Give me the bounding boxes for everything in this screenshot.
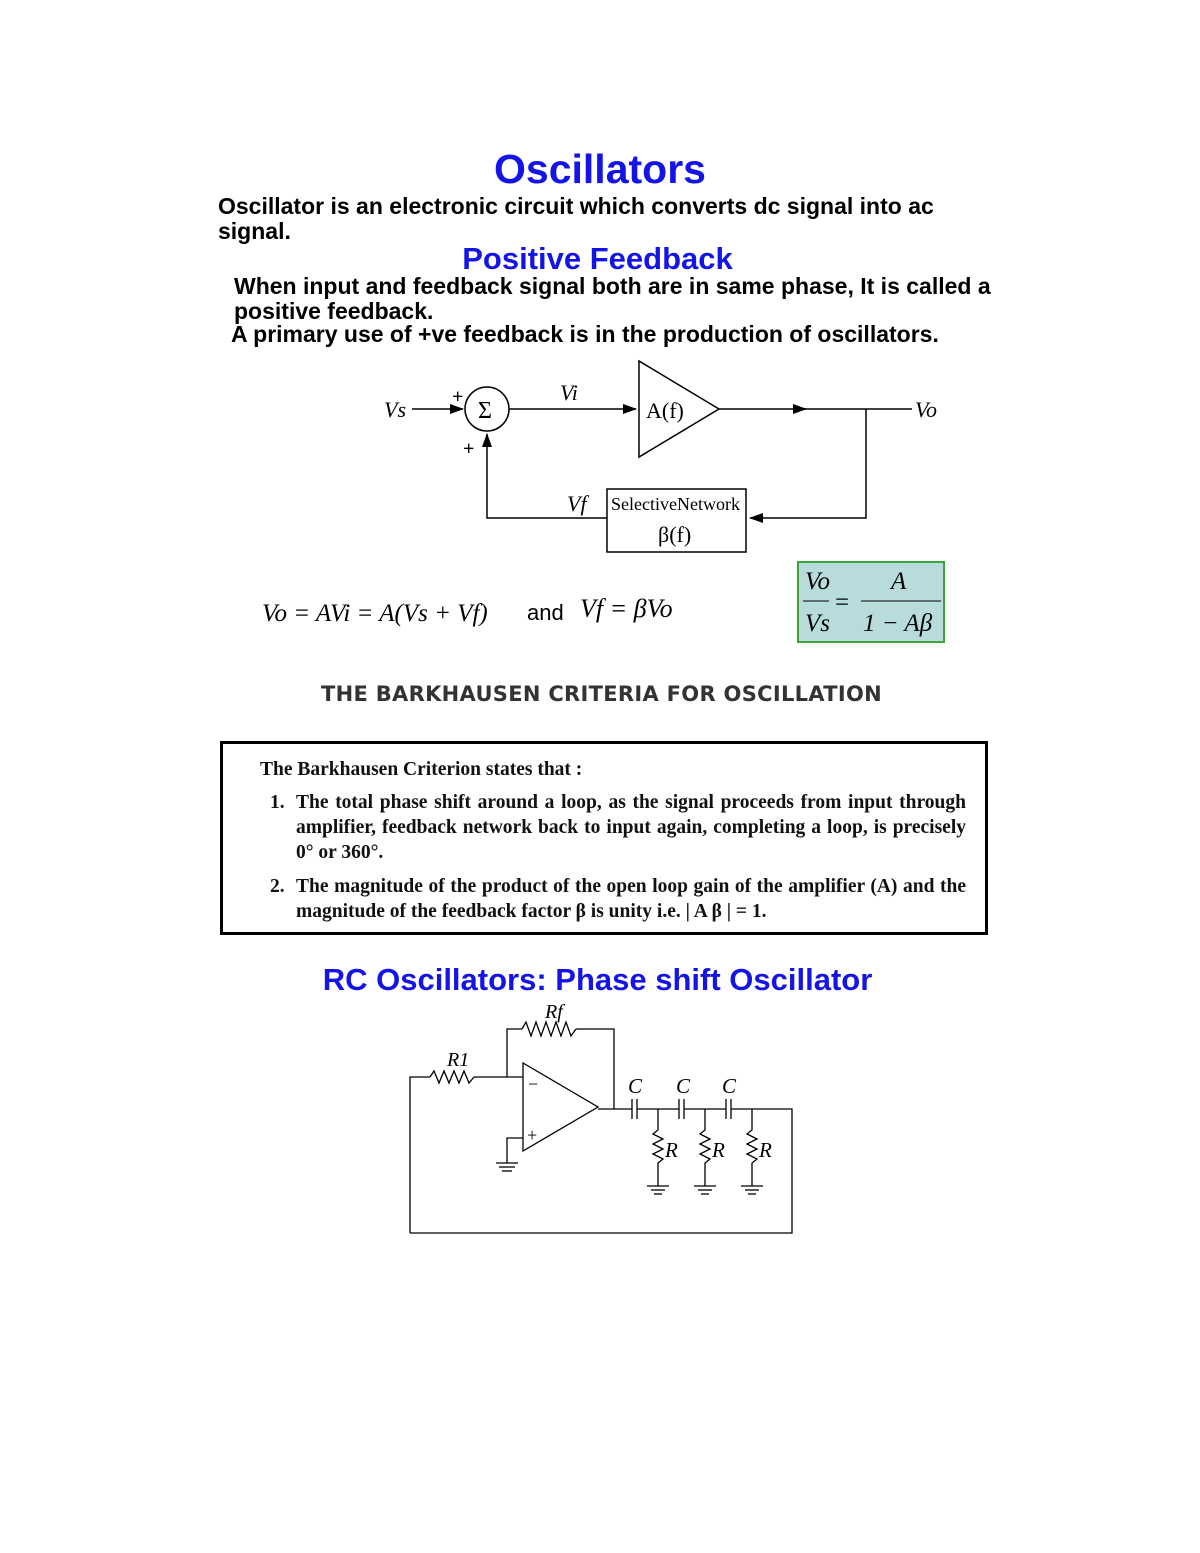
sum-plus-top: + [452,386,464,408]
shunt-resistor-3 [747,1109,757,1186]
formula-equals: = [835,589,850,616]
vo-label: Vo [915,397,937,422]
criterion-1-number: 1. [270,792,285,813]
sigma-symbol: Σ [478,398,492,424]
capacitor-2-label: C [676,1074,691,1098]
capacitor-1-label: C [628,1074,643,1098]
criterion-1-text: The total phase shift around a loop, as the signal proceeds from input through amplifier, feedback network back to input again, completing a loop, is precisely 0° or 360°. [296,792,966,863]
page-title: Oscillators [494,146,706,192]
rc-oscillator-heading: RC Oscillators: Phase shift Oscillator [322,962,873,997]
resistor-1-label: R [665,1138,678,1162]
shunt-resistor-1 [653,1109,663,1186]
resistor-2-label: R [712,1138,725,1162]
criterion-intro: The Barkhausen Criterion states that : [260,759,583,780]
criterion-2-text: The magnitude of the product of the open loop gain of the amplifier (A) and the magnitude of the feedback factor β is unity i.e. | A β | = 1. [296,876,966,922]
network-function: β(f) [658,522,692,547]
amplifier-label: A(f) [646,398,684,423]
return-wire [410,1109,792,1233]
criterion-2-number: 2. [270,876,285,897]
barkhausen-heading: THE BARKHAUSEN CRITERIA FOR OSCILLATION [321,682,882,706]
formula-vs: Vs [805,610,830,637]
and-connector: and [527,600,564,625]
sum-plus-bottom: + [463,438,475,460]
main-equation: Vo = AVi = A(Vs + Vf) [262,600,488,627]
vf-label: Vf [567,491,587,516]
positive-feedback-heading: Positive Feedback [462,241,733,276]
rf-resistor [522,1022,576,1036]
noninverting-wire [507,1138,523,1163]
inverting-sign: − [528,1074,539,1094]
vs-label: Vs [384,397,406,422]
r1-label: R1 [447,1049,470,1071]
formula-a: A [891,568,907,595]
feedback-equation: Vf = βVo [580,594,673,623]
r1-left-wire [410,1077,430,1233]
vi-label: Vi [560,380,578,405]
resistor-3-label: R [759,1138,772,1162]
formula-vo: Vo [805,568,830,595]
positive-feedback-use: A primary use of +ve feedback is in the production of oscillators. [231,321,939,347]
shunt-resistor-2 [700,1109,710,1186]
noninverting-sign: + [527,1125,538,1145]
positive-feedback-description: When input and feedback signal both are in same phase, It is called a positive feedback. [234,273,991,324]
rf-left-wire [507,1029,522,1077]
intro-text: Oscillator is an electronic circuit which converts dc signal into ac signal. [218,193,934,244]
formula-denominator: 1 − Aβ [863,610,933,637]
network-name: SelectiveNetwork [611,494,740,514]
rf-label: Rf [545,1001,563,1023]
capacitor-3-label: C [722,1074,737,1098]
r1-resistor [430,1071,474,1083]
